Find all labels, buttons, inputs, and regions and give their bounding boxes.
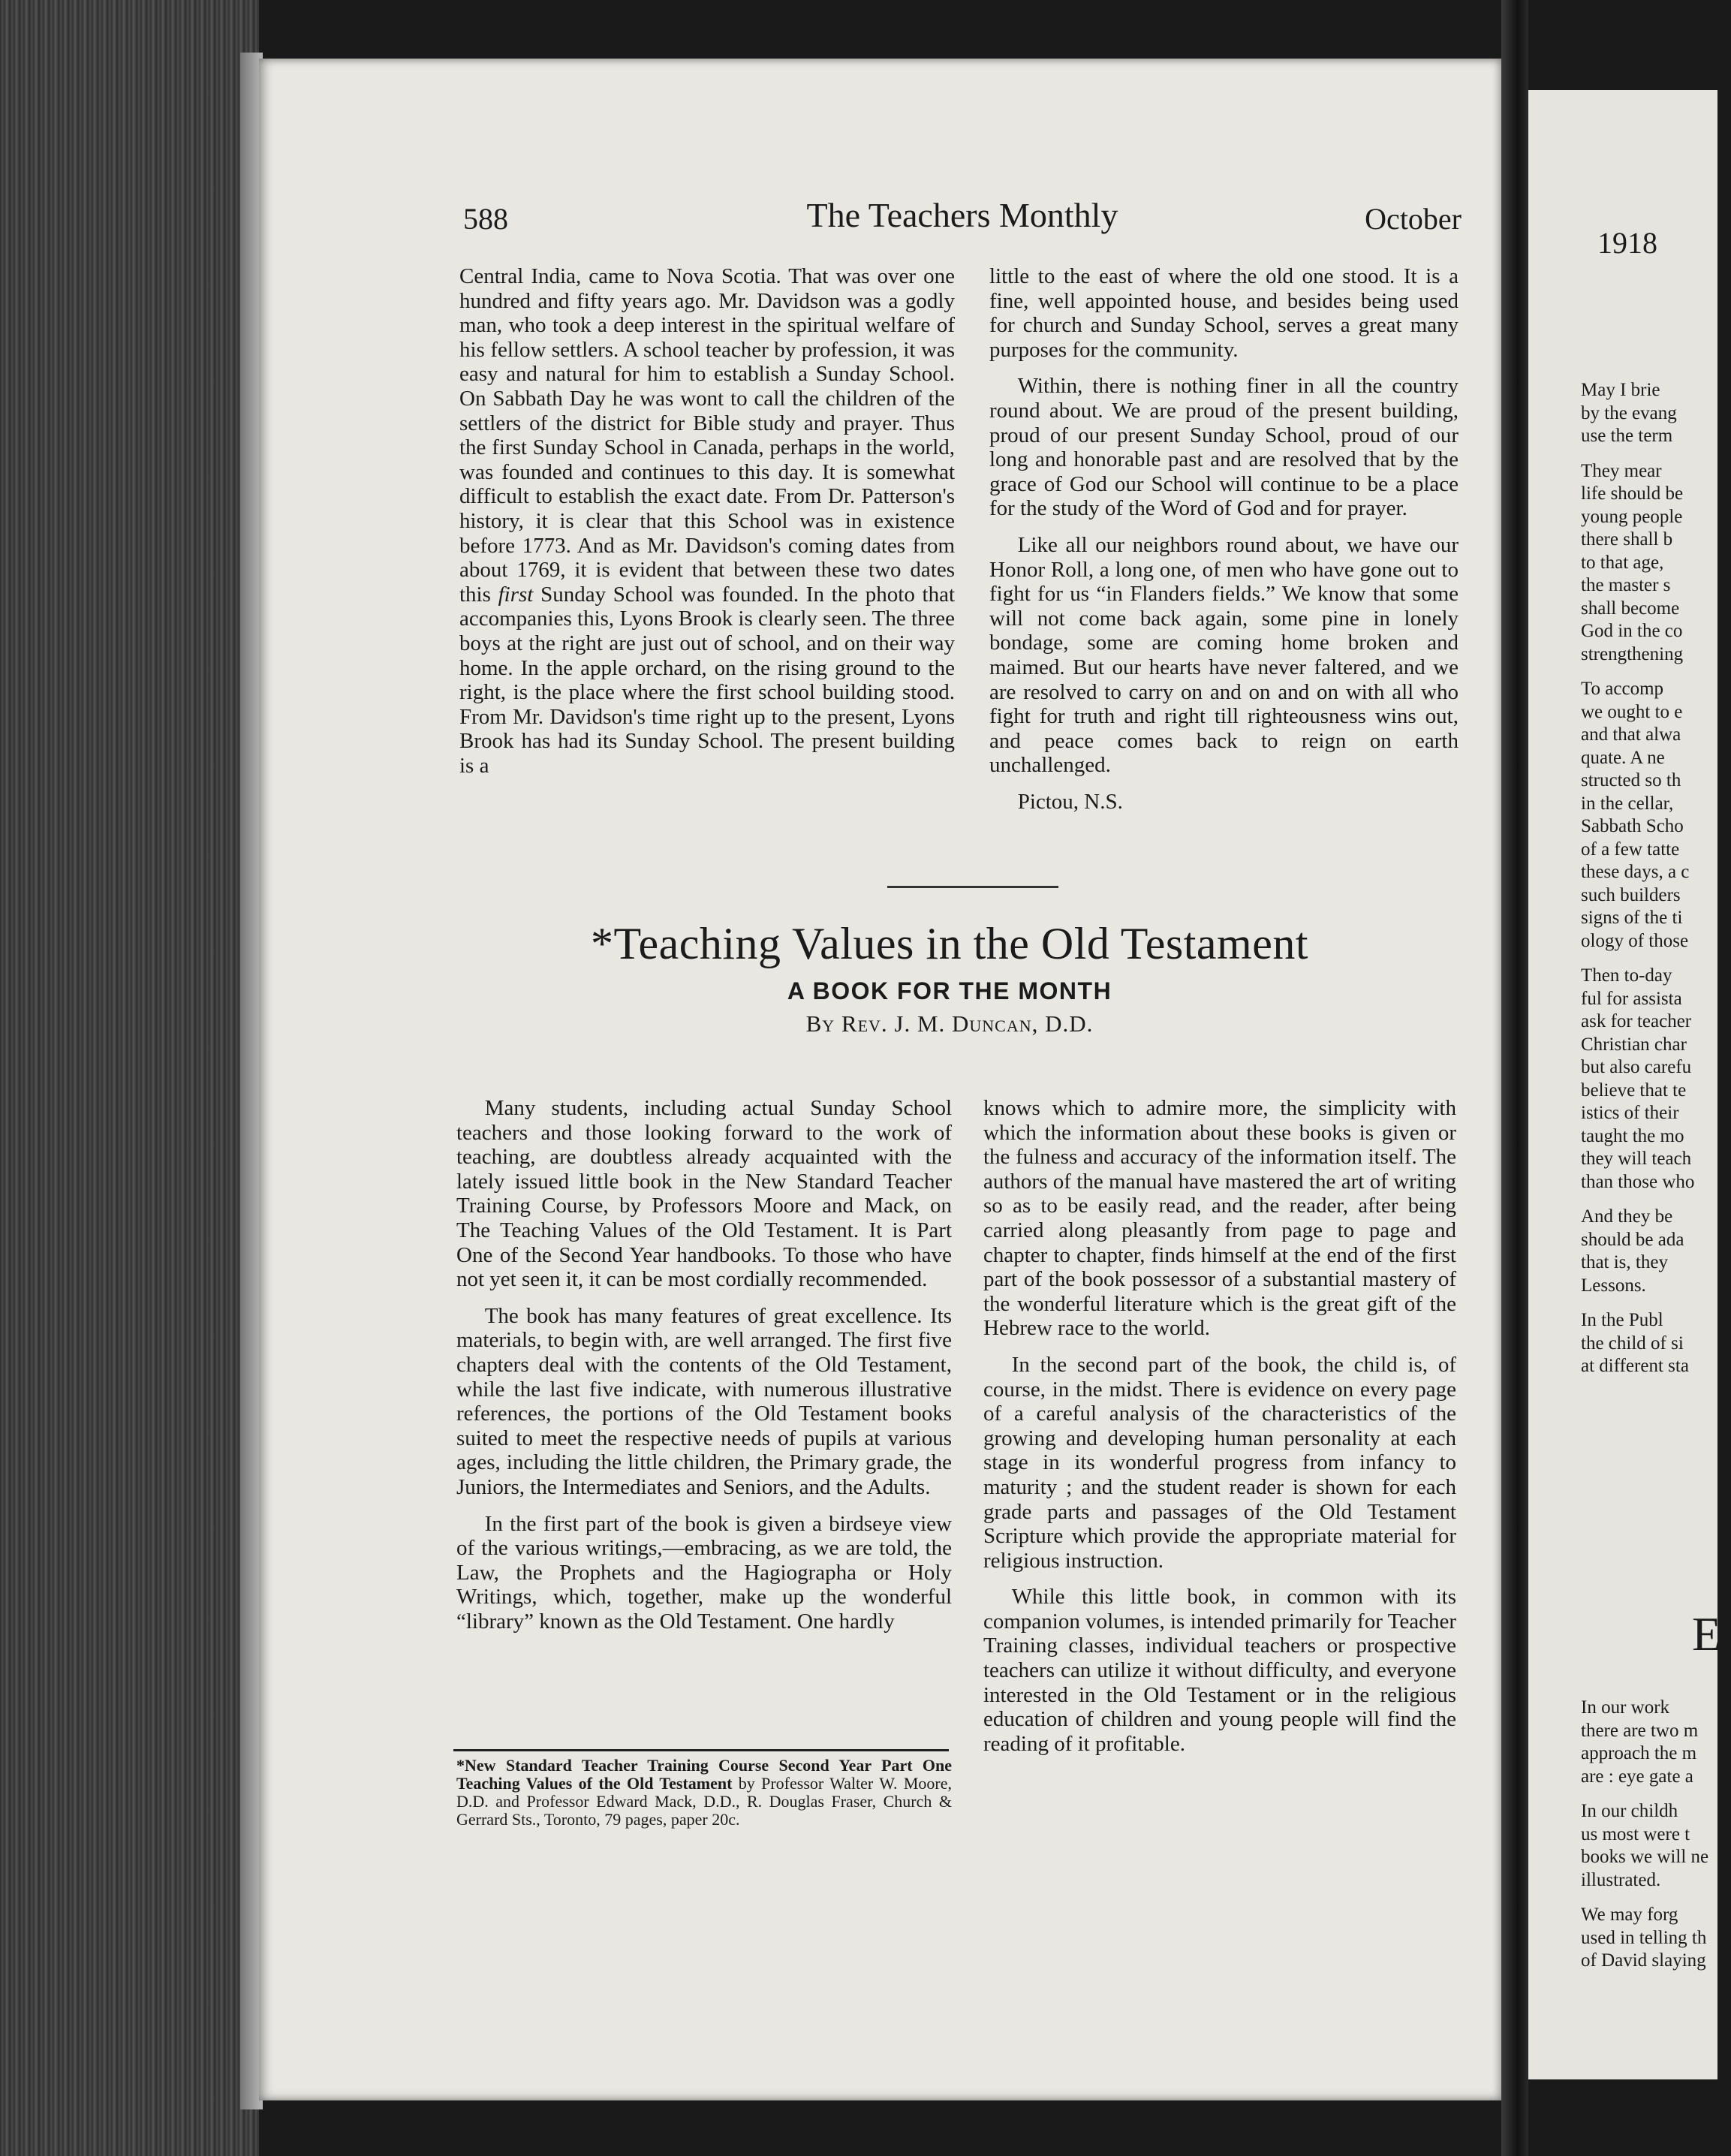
paragraph: Central India, came to Nova Scotia. That was over one hundred and fifty years ago. Mr. Davidson was a godly man, who took a deep interest in the spiritual welfare of his fellow settlers. A school teacher by profession, it was easy and natural for him to establish a Sunday School. On Sabbath Day he was wont to call the children of the settlers of the district for Bible study and prayer. Thus the first Sunday School in Canada, perhaps in the world, was founded and continues to this day. It is somewhat difficult to establish the exact date. From Dr. Patterson's history, it is clear that this School was in existence before 1773. And as Mr. Davidson's coming dates from about 1769, it is evident that between these two dates this first Sunday School was founded. In the photo that accompanies this, Lyons Brook is clearly seen. The three boys at the right are just out of school, and on their way home. In the apple orchard, on the rising ground to the right, is the place where the first school building stood. From Mr. Davidson's time right up to the present, Lyons Brook has had its Sunday School. The present building is a (459, 264, 956, 778)
text-line: believe that te (1581, 1080, 1687, 1101)
text-line: should be ada (1581, 1229, 1684, 1250)
text-line (1581, 953, 1731, 965)
paragraph: While this little book, in common with its companion volumes, is intended primarily for Teacher Training classes, individual teachers or prospective teachers can utilize it without difficulty, and everyone interested in the Old Testament or in the religious education of children and young people will find the reading of it profitable. (983, 1585, 1456, 1756)
text-line: but also carefu (1581, 1057, 1692, 1077)
text-line: istics of their (1581, 1103, 1679, 1123)
text-line: structed so th (1581, 770, 1681, 790)
text-line: and that alwa (1581, 724, 1681, 745)
paragraph: The book has many features of great excellence. Its materials, to begin with, are well arranged. The first five chapters deal with the contents of the Old Testament, while the last five indicate, with numerous illustrative references, the portions of the Old Testament books suited to meet the respective needs of pupils at various ages, including the little children, the Primary grade, the Juniors, the Intermediates and Seniors, and the Adults. (456, 1303, 952, 1499)
paragraph: In the first part of the book is given a birdseye view of the various writings,—embracing, as we are told, the Law, the Prophets and the Hagiographa or Holy Writings, which, together, make up the wonderful “library” known as the Old Testament. One hardly (456, 1511, 952, 1634)
text-line: Then to-day (1581, 965, 1672, 986)
text-line: they will teach (1581, 1149, 1692, 1169)
text-line: books we will ne (1581, 1847, 1709, 1867)
top-article-right-column (989, 264, 1459, 814)
text-line: we ought to e (1581, 701, 1683, 722)
text-line: to that age, (1581, 552, 1664, 573)
footnote-text: by Professor Walter W. Moore, D.D. and Professor Edward Mack, D.D., R. Douglas Fraser, Church & Gerrard Sts., Toronto, 79 pages, paper 20c. (456, 1774, 952, 1829)
text-line: us most were t (1581, 1823, 1690, 1844)
text-line: life should be (1581, 483, 1684, 504)
paragraph: Many students, including actual Sunday School teachers and those looking forward to the work of teaching, are doubtless already acquainted with the lately issued little book in the New Standard Teacher Training Course, by Professors Moore and Mack, on The Teaching Values of the Old Testament. It is Part One of the Second Year handbooks. To those who have not yet seen it, it can be most cordially recommended. (456, 1096, 952, 1292)
text-line: They mear (1581, 460, 1662, 481)
text-line: the child of si (1581, 1332, 1684, 1354)
text-line: approach the m (1581, 1743, 1697, 1763)
text-line: We may forg (1581, 1905, 1678, 1925)
text-line: of a few tatte (1581, 839, 1680, 860)
text-line: ology of those (1581, 930, 1689, 951)
text-line: these days, a c (1581, 862, 1690, 882)
text-line: Sabbath Scho (1581, 816, 1684, 836)
text-line: Christian char (1581, 1034, 1687, 1055)
article-right-column (983, 1096, 1456, 1756)
text-line: In our childh (1581, 1801, 1678, 1821)
right-page-heading-letter: E (1692, 1607, 1722, 1661)
text-line: by the evang (1581, 402, 1677, 423)
footnote-bold: *New Standard Teacher Training Course Second Year Part One Teaching Values of the Old Testament (456, 1756, 952, 1793)
text-line: such builders (1581, 884, 1681, 905)
text-line: taught the mo (1581, 1125, 1684, 1146)
text-line: ask for teacher (1581, 1011, 1692, 1031)
text-line: quate. A ne (1581, 747, 1665, 768)
text-line: God in the co (1581, 621, 1683, 641)
text-line: In our work (1581, 1697, 1670, 1718)
text-line: that is, they (1581, 1252, 1668, 1272)
paragraph: knows which to admire more, the simplicity with which the information about these books is given or the fulness and accuracy of the information itself. The authors of the manual have mastered the art of writing so as to be easily read, and the reader, after being carried along pleasantly from page to page and chapter to chapter, finds himself at the end of the first part of the book possessor of a substantial mastery of the wonderful literature which is the great gift of the Hebrew race to the world. (983, 1096, 1456, 1341)
article-byline: By Rev. J. M. Duncan, D.D. (805, 1010, 1094, 1037)
text-line: And they be (1581, 1206, 1673, 1227)
text-line: strengthening (1581, 643, 1684, 664)
text-line: Lessons. (1581, 1275, 1646, 1296)
issue-month: October (1365, 202, 1462, 236)
text-line: May I brie (1581, 380, 1660, 400)
text-line: signs of the ti (1581, 908, 1683, 928)
text-line: use the term (1581, 426, 1673, 446)
paragraph: In the second part of the book, the child is, of course, in the midst. There is evidence on every page of a careful analysis of the characteristics of the growing and developing human personality at each stage in its wonderful progress from infancy to maturity ; and the student reader is shown for each grade parts and passages of the Old Testament Scripture which provide the appropriate material for religious instruction. (983, 1352, 1456, 1573)
text-line (1581, 1194, 1731, 1206)
paragraph: Within, there is nothing finer in all the country round about. We are proud of the present building, proud of our present Sunday School, proud of our long and honorable past and are resolved that by the grace of God our School will continue to be a place for the study of the Word of God and for prayer. (989, 374, 1459, 521)
text-line: there shall b (1581, 529, 1673, 550)
text-line: in the cellar, (1581, 793, 1674, 814)
text-line (1581, 666, 1731, 678)
paragraph: Like all our neighbors round about, we have our Honor Roll, a long one, of men who have gone out to fight for us “in Flanders fields.” We know that some will not come back again, some pine in lonely bondage, some are coming home broken and maimed. But our hearts have never faltered, and we are resolved to carry on and on and on with all who fight for truth and right till righteousness wins out, and peace comes back to reign on earth unchallenged. (989, 532, 1459, 778)
text-line: of David slaying (1581, 1950, 1706, 1971)
text-line: young people (1581, 506, 1683, 527)
text-line (1581, 1297, 1731, 1309)
text-line: used in telling th (1581, 1927, 1707, 1948)
right-page-lines (1581, 379, 1731, 1378)
top-article-left-column (459, 264, 955, 778)
right-page-lines-lower (1581, 1697, 1731, 1973)
text-line (1581, 448, 1731, 460)
page-number: 588 (463, 202, 508, 236)
section-divider (887, 886, 1058, 888)
right-page-fragment (1528, 90, 1722, 2079)
text-line: To accomp (1581, 679, 1664, 699)
text-line: shall become (1581, 598, 1680, 619)
journal-title: The Teachers Monthly (806, 196, 1118, 234)
text-line: ful for assista (1581, 988, 1682, 1009)
text-line: there are two m (1581, 1720, 1699, 1741)
text-line (1581, 1892, 1731, 1904)
text-line: at different sta (1581, 1356, 1689, 1376)
text-line: than those who (1581, 1171, 1695, 1192)
paragraph: little to the east of where the old one stood. It is a fine, well appointed house, and besides being used for church and Sunday School, serves a great many purposes for the community. (989, 264, 1459, 362)
italic-word: first (498, 582, 534, 607)
place-signature: Pictou, N.S. (1017, 789, 1123, 814)
right-page-year: 1918 (1597, 226, 1657, 260)
text-line (1581, 1788, 1731, 1800)
footnote (456, 1757, 952, 1829)
article-subtitle: A BOOK FOR THE MONTH (787, 977, 1112, 1004)
text-line: illustrated. (1581, 1869, 1661, 1890)
text-line: are : eye gate a (1581, 1766, 1693, 1787)
book-gutter (1501, 0, 1528, 2156)
article-left-column (456, 1096, 952, 1634)
footnote-rule (453, 1749, 949, 1751)
article-title: *Teaching Values in the Old Testament (591, 919, 1308, 968)
text-line: In the Publ (1581, 1310, 1663, 1330)
book-spine (0, 0, 259, 2156)
text-line: the master s (1581, 575, 1671, 595)
running-header (463, 196, 1462, 246)
